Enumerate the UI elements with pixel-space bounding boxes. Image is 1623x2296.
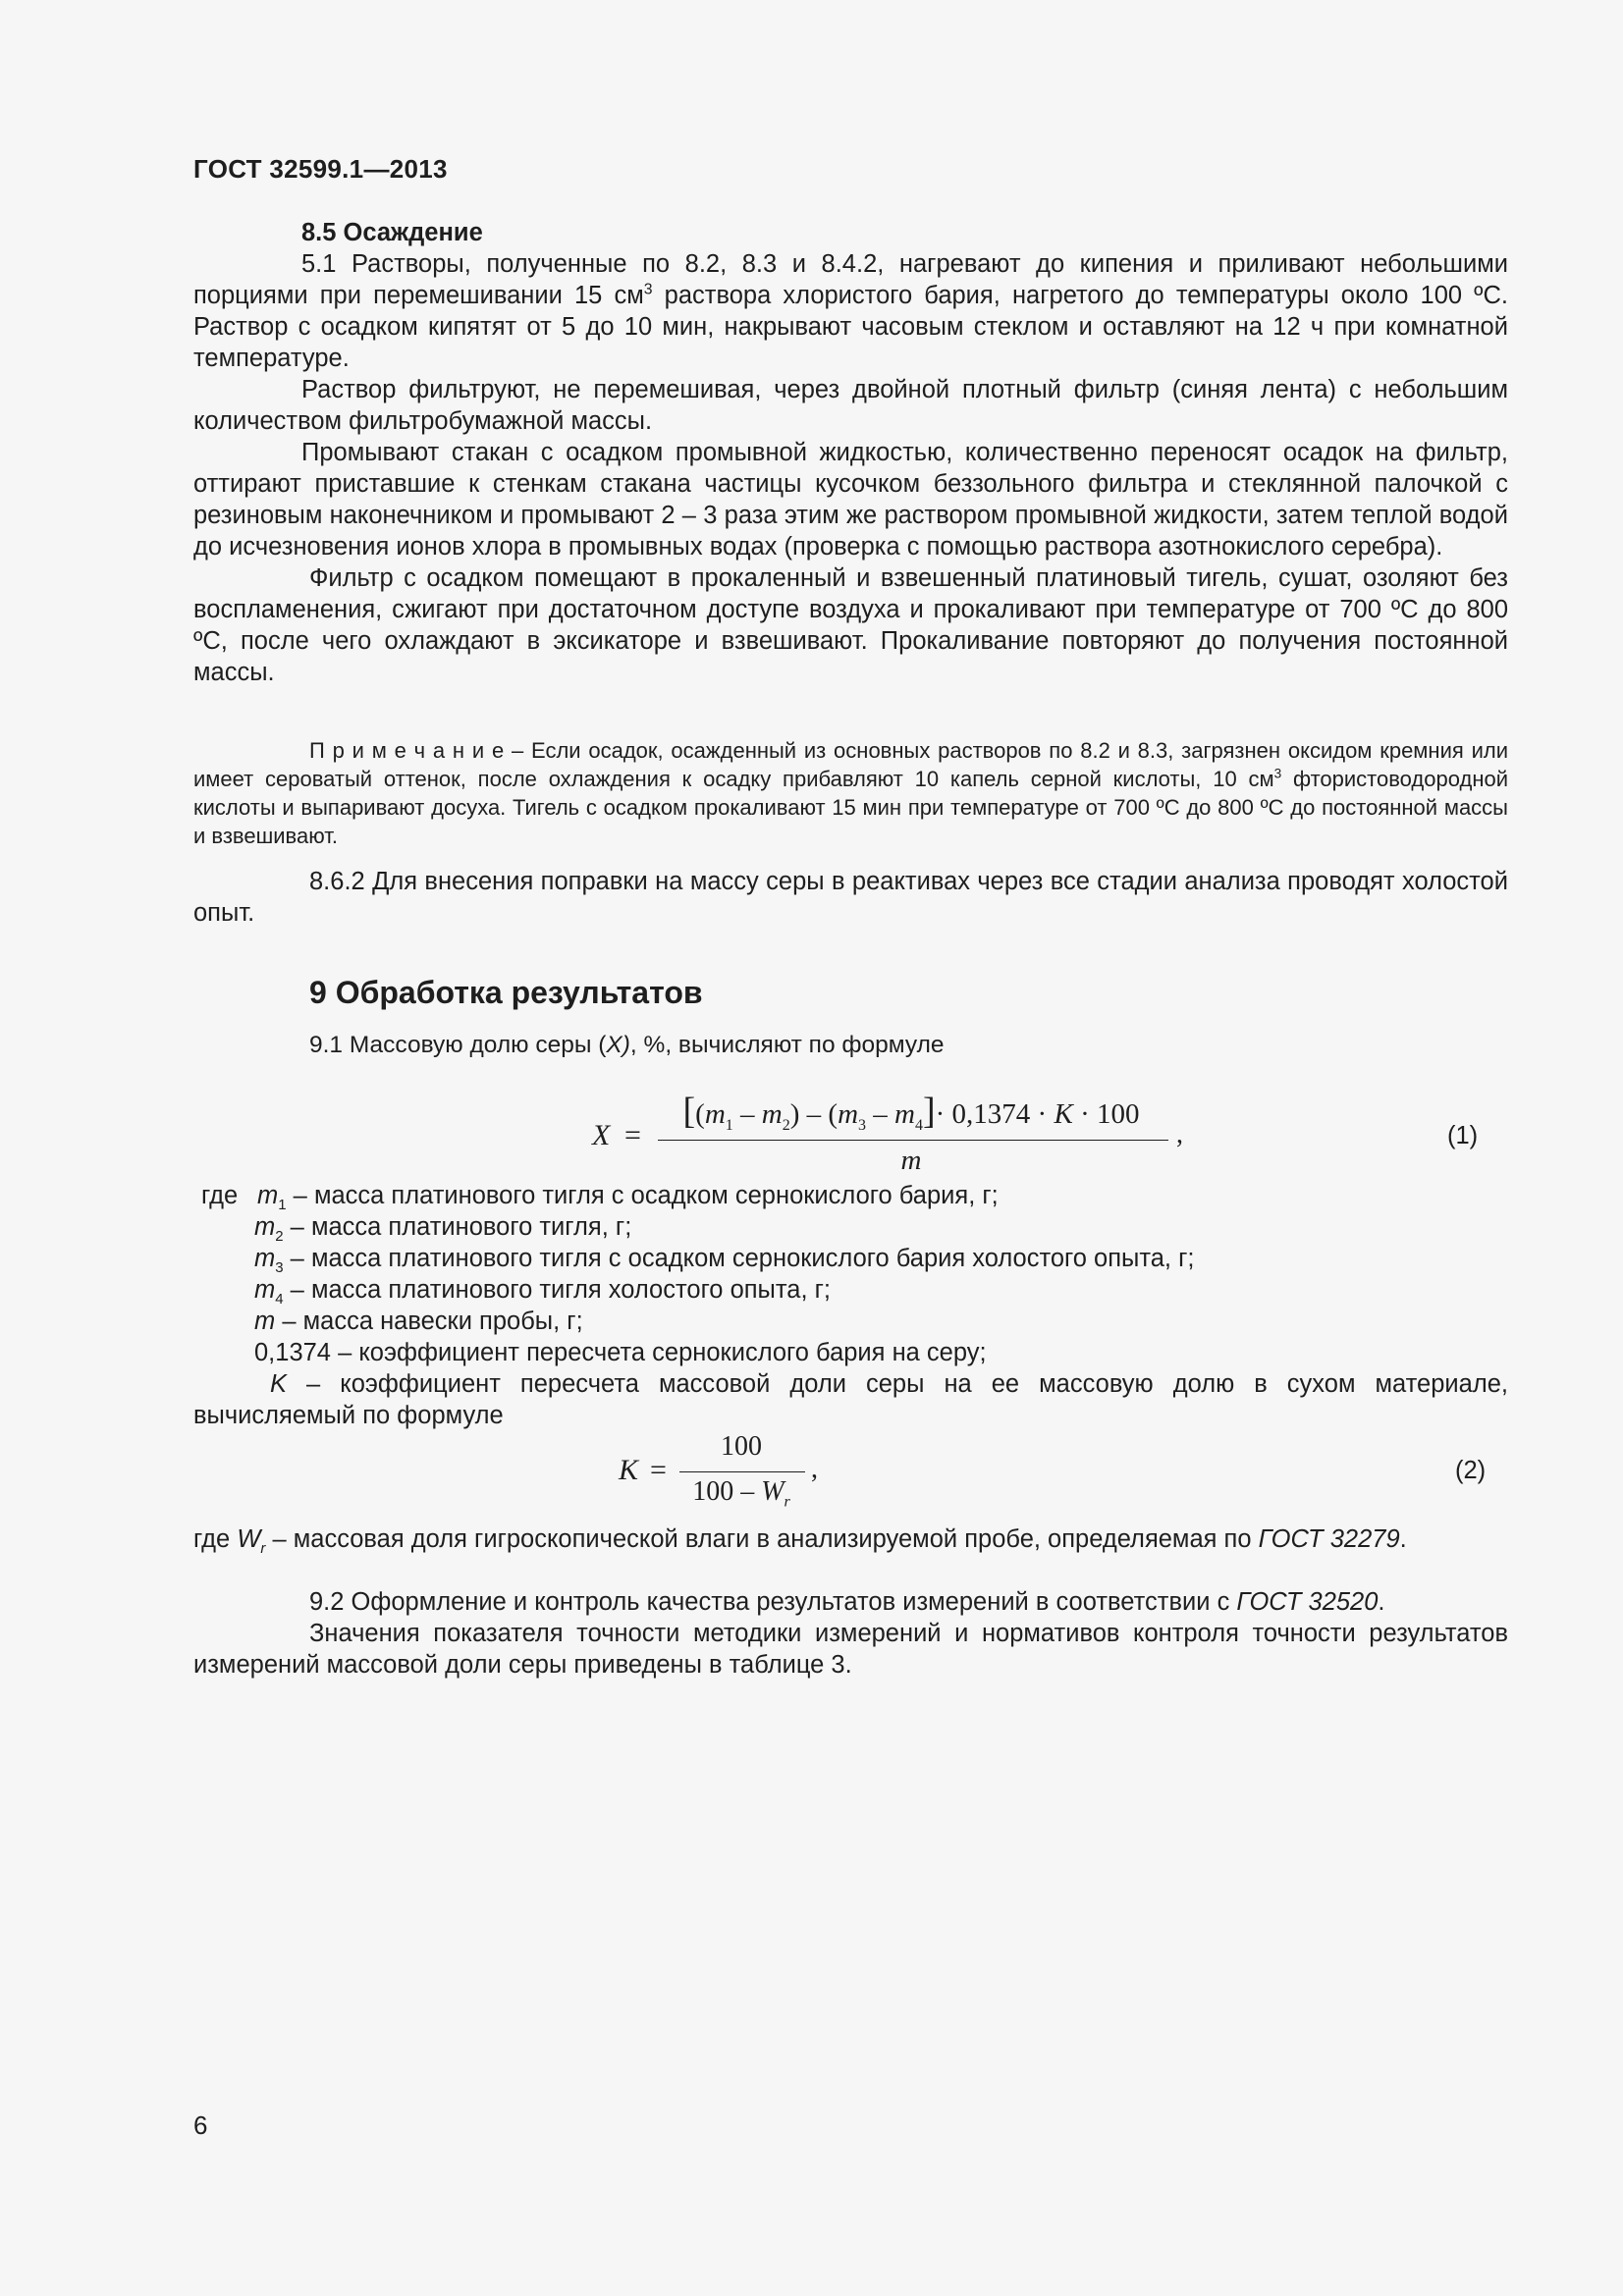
var-def-m2: $m_2$ – масса платинового тигля, г;	[254, 1213, 632, 1246]
k-definition: K – коэффициент пересчета массовой доли серы на ее массовую долю в сухом материале, вычисляемый по формуле	[193, 1370, 1508, 1429]
where-label: где	[201, 1182, 239, 1209]
fraction-bar	[658, 1140, 1168, 1141]
fraction-bar	[679, 1471, 805, 1472]
var-def-m4: $m_4$ – масса платинового тигля холостого опыта, г;	[254, 1276, 832, 1308]
formula-2: K = 100 $100 - W_r$ ,	[619, 1431, 818, 1511]
formula-2-numerator: 100	[721, 1431, 762, 1462]
wr-definition: где $W_r$ – массовая доля гигроскопической влаги в анализируемой пробе, определяемая по ГОСТ 32279.	[193, 1525, 1407, 1558]
var-def-m1: $m_1$ – масса платинового тигля с осадком сернокислого бария, г;	[257, 1182, 999, 1214]
var-def-m: m – масса навески пробы, г;	[254, 1308, 583, 1335]
formula-2-denominator: $100 - W_r$	[692, 1476, 790, 1511]
page-number: 6	[193, 2110, 208, 2140]
section-9-title: 9 Обработка результатов	[309, 975, 703, 1010]
note-label: П р и м е ч а н и е	[309, 738, 505, 763]
paragraph: 9.2 Оформление и контроль качества результатов измерений в соответствии с ГОСТ 32520.	[309, 1588, 1385, 1616]
equation-number-2: (2)	[1455, 1457, 1487, 1484]
section-title: 8.5 Осаждение	[301, 219, 483, 246]
section-8-6-2	[193, 866, 1508, 929]
gost-reference: ГОСТ 32279	[1258, 1525, 1400, 1553]
equation-number-1: (1)	[1447, 1122, 1479, 1149]
paragraph: Раствор фильтруют, не перемешивая, через двойной плотный фильтр (синяя лента) с небольшим количеством фильтробумажной массы.	[193, 376, 1508, 435]
formula-1-numerator: [$(m_1 - m_2) - (m_3 - m_4]\cdot 0,1374 \cdot K \cdot 100$	[682, 1091, 1140, 1134]
note-block	[193, 736, 1508, 850]
paragraph: 8.6.2 Для внесения поправки на массу серы в реактивах через все стадии анализа проводят холостой опыт.	[193, 868, 1508, 927]
paragraph: Фильтр с осадком помещают в прокаленный и взвешенный платиновый тигель, сушат, озоляют без воспламенения, сжигают при достаточном доступе воздуха и прокаливают при температуре от 700 ºС до 800 ºС, после чего охлаждают в эксикаторе и взвешивают. Прокаливание повторяют до получения постоянной массы.	[193, 564, 1508, 686]
section-9-2	[193, 1586, 1508, 1681]
var-def-m3: $m_3$ – масса платинового тигля с осадком сернокислого бария холостого опыта, г;	[254, 1245, 1195, 1277]
section-9-1-intro: 9.1 Массовую долю серы (X), %, вычисляют по формуле	[309, 1032, 945, 1058]
var-def-coefficient: 0,1374 – коэффициент пересчета сернокислого бария на серу;	[254, 1339, 987, 1366]
paragraph: Значения показателя точности методики измерений и нормативов контроля точности результатов измерений массовой доли серы приведены в таблице 3.	[193, 1620, 1508, 1679]
formula-1-denominator: m	[900, 1145, 922, 1176]
gost-reference: ГОСТ 32520	[1236, 1588, 1379, 1616]
note-paragraph: П р и м е ч а н и е – Если осадок, осажденный из основных растворов по 8.2 и 8.3, загрязнен оксидом кремния или имеет сероватый оттенок, после охлаждения к осадку прибавляют 10 капель серной кислоты, 10 $см^3$ фтористоводородной кислоты и выпаривают досуха. Тигель с осадком прокаливают 15 мин при температуре от 700 ºС до 800 ºС до постоянной массы и взвешивают.	[193, 738, 1508, 848]
formula-1: X = [$(m_1 - m_2) - (m_3 - m_4]\cdot 0,1374 \cdot K \cdot 100$ m ,	[592, 1091, 1183, 1176]
section-8-5	[193, 217, 1508, 688]
paragraph: 5.1 Растворы, полученные по 8.2, 8.3 и 8.4.2, нагревают до кипения и приливают небольшими порциями при перемешивании 15 $см^3$ раствора хлористого бария, нагретого до температуры около 100 ºС. Раствор с осадком кипятят от 5 до 10 мин, накрывают часовым стеклом и оставляют на 12 ч при комнатной температуре.	[193, 250, 1508, 372]
document-code-header: ГОСТ 32599.1—2013	[193, 154, 448, 184]
paragraph: Промывают стакан с осадком промывной жидкостью, количественно переносят осадок на фильтр, оттирают приставшие к стенкам стакана частицы кусочком беззольного фильтра и стеклянной палочкой с резиновым наконечником и промывают 2 – 3 раза этим же раствором промывной жидкости, затем теплой водой до исчезновения ионов хлора в промывных водах (проверка с помощью раствора азотнокислого серебра).	[193, 439, 1508, 561]
